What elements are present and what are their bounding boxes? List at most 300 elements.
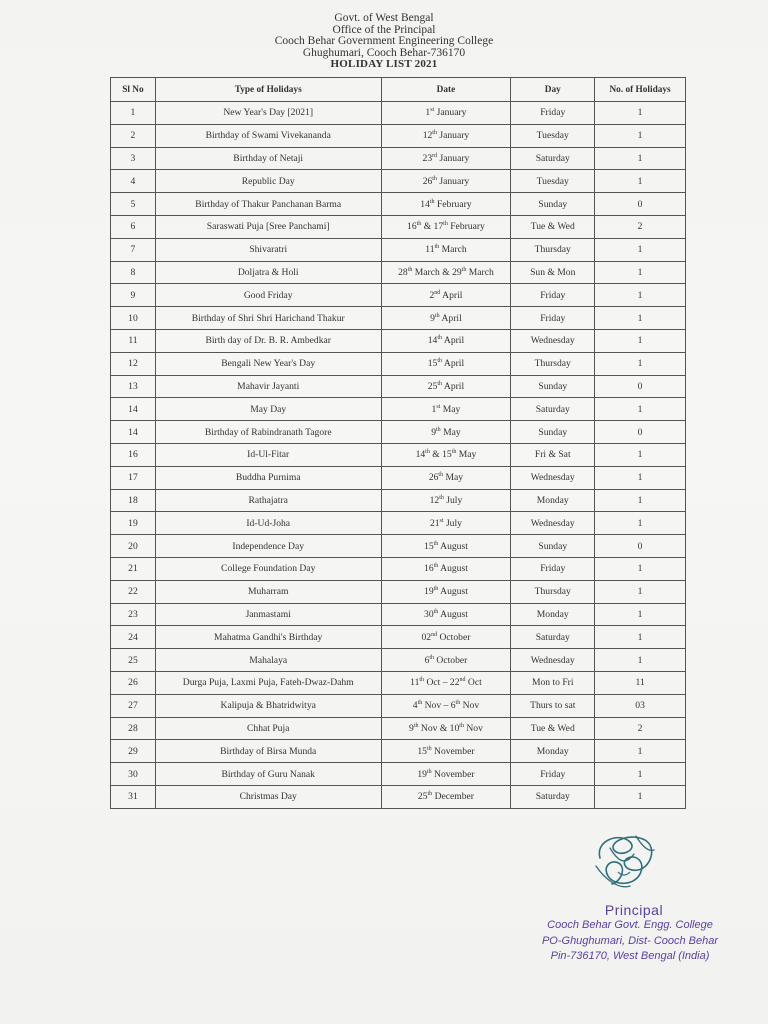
date-part: Nov & 10	[418, 722, 460, 734]
date-part: July	[443, 517, 462, 529]
date-part: December	[432, 791, 474, 803]
cell-holiday-type: Id-Ud-Joha	[155, 512, 381, 535]
table-row	[111, 170, 686, 193]
cell-sl-no: 14	[111, 421, 156, 444]
cell-holiday-count: 1	[595, 557, 686, 580]
cell-sl-no: 5	[111, 193, 156, 216]
cell-holiday-type: Shivaratri	[155, 238, 381, 261]
cell-date	[381, 170, 511, 193]
date-part: August	[438, 586, 468, 598]
date-part: & 17	[421, 221, 444, 233]
date-part: 11	[410, 677, 420, 689]
cell-date	[381, 580, 511, 603]
cell-holiday-type: Rathajatra	[155, 489, 381, 512]
table-row	[111, 785, 686, 808]
date-part: January	[434, 107, 467, 119]
cell-sl-no: 6	[111, 215, 156, 238]
cell-holiday-count: 1	[595, 580, 686, 603]
cell-holiday-type: Birthday of Swami Vivekananda	[155, 124, 381, 147]
cell-sl-no: 20	[111, 535, 156, 558]
date-part: 2	[429, 289, 435, 301]
cell-sl-no: 10	[111, 307, 156, 330]
cell-date	[381, 557, 511, 580]
date-part: August	[438, 608, 468, 620]
date-ordinal-suffix: th	[426, 745, 432, 752]
date-part: 4	[412, 700, 418, 712]
cell-day: Thursday	[511, 580, 595, 603]
table-row	[111, 489, 686, 512]
column-header-count: No. of Holidays	[595, 78, 686, 102]
cell-date	[381, 649, 511, 672]
date-part: 19	[417, 768, 427, 780]
cell-date	[381, 284, 511, 307]
cell-sl-no: 1	[111, 102, 156, 125]
holiday-table	[110, 77, 686, 809]
cell-day: Saturday	[511, 398, 595, 421]
cell-date	[381, 147, 511, 170]
date-part: April	[442, 358, 465, 370]
cell-date	[381, 124, 511, 147]
table-row	[111, 717, 686, 740]
date-part: 30	[424, 608, 434, 620]
cell-day: Friday	[511, 557, 595, 580]
cell-holiday-type: May Day	[155, 398, 381, 421]
date-part: 15	[424, 540, 434, 552]
date-part: Nov	[460, 700, 480, 712]
cell-sl-no: 21	[111, 557, 156, 580]
date-part: April	[442, 335, 465, 347]
cell-holiday-type: Chhat Puja	[155, 717, 381, 740]
cell-holiday-count: 0	[595, 421, 686, 444]
cell-day: Wednesday	[511, 466, 595, 489]
date-part: February	[447, 221, 485, 233]
cell-holiday-count: 1	[595, 102, 686, 125]
date-part: October	[437, 631, 471, 643]
date-part: 15	[417, 745, 427, 757]
date-part: 9	[431, 426, 437, 438]
cell-date	[381, 785, 511, 808]
date-ordinal-suffix: th	[433, 563, 439, 570]
cell-day: Sunday	[511, 421, 595, 444]
date-part: 14	[415, 449, 426, 461]
cell-holiday-type: College Foundation Day	[155, 557, 381, 580]
cell-holiday-count: 03	[595, 694, 686, 717]
cell-holiday-type: Buddha Purnima	[155, 466, 381, 489]
cell-holiday-count: 1	[595, 329, 686, 352]
date-ordinal-suffix: th	[432, 130, 437, 136]
cell-holiday-type: Mahatma Gandhi's Birthday	[155, 626, 381, 649]
cell-date	[381, 375, 511, 398]
cell-day: Monday	[511, 489, 595, 512]
cell-holiday-type: Christmas Day	[155, 785, 381, 808]
table-row	[111, 512, 686, 535]
date-ordinal-suffix: th	[419, 677, 425, 684]
cell-sl-no: 22	[111, 580, 156, 603]
date-ordinal-suffix: th	[434, 312, 440, 319]
cell-holiday-type: Doljatra & Holi	[155, 261, 381, 284]
date-ordinal-suffix: th	[461, 266, 467, 273]
cell-date	[381, 535, 511, 558]
cell-holiday-type: New Year's Day [2021]	[155, 102, 381, 125]
cell-day: Monday	[511, 740, 595, 763]
date-part: May	[456, 449, 477, 461]
cell-date	[381, 329, 511, 352]
date-ordinal-suffix: th	[455, 699, 461, 706]
date-part: April	[442, 380, 465, 392]
date-part: Oct – 22	[424, 677, 460, 689]
cell-sl-no: 7	[111, 238, 156, 261]
cell-holiday-type: Good Friday	[155, 284, 381, 307]
table-row	[111, 193, 686, 216]
cell-holiday-count: 1	[595, 603, 686, 626]
table-row	[111, 626, 686, 649]
table-row	[111, 763, 686, 786]
date-ordinal-suffix: st	[439, 517, 444, 524]
date-ordinal-suffix: th	[417, 699, 423, 706]
date-ordinal-suffix: st	[436, 403, 441, 410]
date-ordinal-suffix: th	[432, 175, 437, 182]
cell-date	[381, 717, 511, 740]
table-row	[111, 375, 686, 398]
cell-holiday-count: 1	[595, 398, 686, 421]
cell-holiday-count: 1	[595, 740, 686, 763]
table-row	[111, 694, 686, 717]
office-line: Office of the Principal	[332, 23, 436, 36]
cell-sl-no: 2	[111, 124, 156, 147]
cell-day: Saturday	[511, 785, 595, 808]
table-row	[111, 649, 686, 672]
cell-holiday-type: Birthday of Shri Shri Harichand Thakur	[155, 307, 381, 330]
stamp-pin: Pin-736170, West Bengal (India)	[550, 950, 710, 962]
date-ordinal-suffix: th	[443, 221, 448, 228]
cell-holiday-type: Birthday of Guru Nanak	[155, 763, 381, 786]
cell-holiday-count: 1	[595, 307, 686, 330]
date-part: August	[438, 563, 468, 575]
cell-day: Tuesday	[511, 170, 595, 193]
date-part: 15	[427, 358, 438, 370]
cell-date	[381, 603, 511, 626]
date-part: 25	[427, 380, 438, 392]
date-part: May	[440, 403, 461, 415]
cell-sl-no: 30	[111, 763, 156, 786]
date-part: November	[431, 745, 475, 757]
cell-day: Thursday	[511, 238, 595, 261]
cell-sl-no: 17	[111, 466, 156, 489]
cell-day: Tue & Wed	[511, 717, 595, 740]
date-part: August	[438, 540, 468, 552]
table-row	[111, 284, 686, 307]
table-row	[111, 740, 686, 763]
college-name: Cooch Behar Government Engineering College	[274, 35, 494, 48]
date-ordinal-suffix: th	[437, 380, 443, 387]
cell-holiday-count: 11	[595, 671, 686, 694]
table-row	[111, 215, 686, 238]
cell-day: Thurs to sat	[511, 694, 595, 717]
date-part: 9	[430, 312, 435, 324]
date-part: 28	[398, 266, 408, 278]
cell-sl-no: 16	[111, 443, 156, 466]
table-row	[111, 147, 686, 170]
table-row	[111, 238, 686, 261]
cell-sl-no: 29	[111, 740, 156, 763]
date-part: January	[436, 130, 470, 142]
cell-date	[381, 466, 511, 489]
cell-holiday-type: Id-Ul-Fitar	[155, 443, 381, 466]
cell-sl-no: 18	[111, 489, 156, 512]
cell-date	[381, 694, 511, 717]
date-part: Nov – 6	[422, 700, 456, 712]
date-part: 6	[424, 654, 430, 666]
cell-holiday-count: 1	[595, 352, 686, 375]
date-ordinal-suffix: th	[433, 585, 439, 592]
date-part: 14	[420, 198, 430, 210]
date-ordinal-suffix: th	[413, 722, 419, 729]
cell-day: Wednesday	[511, 512, 595, 535]
date-ordinal-suffix: nd	[459, 677, 466, 684]
cell-holiday-type: Birthday of Birsa Munda	[155, 740, 381, 763]
cell-holiday-type: Birth day of Dr. B. R. Ambedkar	[155, 329, 381, 352]
cell-day: Sun & Mon	[511, 261, 595, 284]
cell-sl-no: 31	[111, 785, 156, 808]
date-part: January	[436, 175, 470, 187]
cell-holiday-type: Mahavir Jayanti	[155, 375, 381, 398]
cell-holiday-type: Kalipuja & Bhatridwitya	[155, 694, 381, 717]
cell-holiday-type: Muharram	[155, 580, 381, 603]
cell-day: Friday	[511, 102, 595, 125]
cell-date	[381, 512, 511, 535]
date-ordinal-suffix: th	[438, 471, 444, 478]
date-part: 25	[417, 791, 428, 803]
date-ordinal-suffix: th	[437, 357, 443, 364]
cell-day: Wednesday	[511, 649, 595, 672]
date-part: March	[439, 244, 467, 256]
date-ordinal-suffix: th	[433, 540, 439, 547]
date-part: 26	[422, 175, 433, 187]
cell-holiday-count: 0	[595, 375, 686, 398]
table-row	[111, 443, 686, 466]
date-ordinal-suffix: st	[430, 107, 435, 114]
cell-holiday-count: 1	[595, 124, 686, 147]
cell-sl-no: 19	[111, 512, 156, 535]
date-part: May	[443, 472, 464, 484]
cell-holiday-type: Mahalaya	[155, 649, 381, 672]
table-row	[111, 466, 686, 489]
date-part: 1	[431, 403, 437, 415]
cell-holiday-count: 1	[595, 489, 686, 512]
cell-holiday-type: Durga Puja, Laxmi Puja, Fateh-Dwaz-Dahm	[155, 671, 381, 694]
date-part: 9	[409, 722, 414, 734]
cell-holiday-count: 1	[595, 649, 686, 672]
date-part: Nov	[463, 722, 483, 734]
cell-date	[381, 421, 511, 444]
date-ordinal-suffix: th	[439, 494, 444, 501]
stamp-designation: Principal	[604, 902, 664, 918]
date-part: Oct	[465, 677, 482, 689]
table-row	[111, 102, 686, 125]
cell-day: Sunday	[511, 535, 595, 558]
column-header-day: Day	[511, 78, 595, 102]
date-part: 26	[428, 472, 439, 484]
cell-sl-no: 12	[111, 352, 156, 375]
date-ordinal-suffix: th	[407, 266, 413, 273]
cell-date	[381, 740, 511, 763]
date-part: 11	[425, 244, 435, 256]
cell-date	[381, 671, 511, 694]
cell-day: Wednesday	[511, 329, 595, 352]
cell-holiday-count: 0	[595, 193, 686, 216]
cell-sl-no: 3	[111, 147, 156, 170]
stamp-college: Cooch Behar Govt. Engg. College	[547, 919, 713, 931]
signature-icon	[590, 828, 660, 896]
table-row	[111, 557, 686, 580]
cell-date	[381, 398, 511, 421]
date-ordinal-suffix: th	[451, 449, 457, 456]
cell-holiday-type: Saraswati Puja [Sree Panchami]	[155, 215, 381, 238]
table-row	[111, 535, 686, 558]
column-header-sl-no: Sl No	[111, 78, 156, 102]
cell-holiday-type: Independence Day	[155, 535, 381, 558]
date-part: 16	[407, 221, 417, 233]
date-ordinal-suffix: th	[425, 449, 430, 456]
column-header-type: Type of Holidays	[155, 78, 381, 102]
cell-holiday-count: 2	[595, 215, 686, 238]
date-part: February	[434, 198, 472, 210]
cell-date	[381, 193, 511, 216]
date-ordinal-suffix: th	[434, 243, 440, 250]
govt-line: Govt. of West Bengal	[334, 12, 434, 24]
cell-day: Saturday	[511, 147, 595, 170]
cell-holiday-type: Birthday of Thakur Panchanan Barma	[155, 193, 381, 216]
date-part: 23	[422, 152, 433, 164]
date-part: May	[440, 426, 461, 438]
cell-day: Tuesday	[511, 124, 595, 147]
cell-holiday-count: 1	[595, 170, 686, 193]
table-header-row	[111, 78, 686, 102]
table-row	[111, 352, 686, 375]
date-ordinal-suffix: th	[437, 335, 443, 342]
cell-date	[381, 489, 511, 512]
cell-holiday-count: 2	[595, 717, 686, 740]
cell-day: Monday	[511, 603, 595, 626]
cell-date	[381, 215, 511, 238]
date-part: March	[466, 266, 494, 278]
column-header-date: Date	[381, 78, 511, 102]
cell-day: Tue & Wed	[511, 215, 595, 238]
date-part: 21	[429, 517, 440, 529]
cell-sl-no: 14	[111, 398, 156, 421]
date-ordinal-suffix: th	[436, 426, 441, 433]
cell-date	[381, 307, 511, 330]
date-part: 02	[421, 631, 432, 643]
date-part: November	[431, 768, 475, 780]
cell-day: Sunday	[511, 375, 595, 398]
cell-sl-no: 26	[111, 671, 156, 694]
table-row	[111, 398, 686, 421]
cell-day: Mon to Fri	[511, 671, 595, 694]
date-part: April	[440, 289, 463, 301]
table-row	[111, 603, 686, 626]
cell-date	[381, 763, 511, 786]
cell-holiday-count: 1	[595, 626, 686, 649]
cell-sl-no: 8	[111, 261, 156, 284]
cell-day: Sunday	[511, 193, 595, 216]
cell-day: Thursday	[511, 352, 595, 375]
cell-holiday-count: 1	[595, 147, 686, 170]
cell-holiday-count: 1	[595, 512, 686, 535]
date-part: 19	[424, 586, 434, 598]
cell-day: Friday	[511, 284, 595, 307]
cell-date	[381, 102, 511, 125]
table-row	[111, 580, 686, 603]
cell-date	[381, 261, 511, 284]
date-ordinal-suffix: nd	[434, 289, 441, 296]
cell-holiday-count: 1	[595, 261, 686, 284]
cell-sl-no: 27	[111, 694, 156, 717]
date-part: 12	[422, 130, 433, 142]
cell-sl-no: 13	[111, 375, 156, 398]
date-part: 1	[425, 107, 431, 119]
date-part: July	[443, 494, 463, 506]
cell-day: Friday	[511, 307, 595, 330]
cell-sl-no: 25	[111, 649, 156, 672]
cell-holiday-count: 1	[595, 466, 686, 489]
cell-sl-no: 28	[111, 717, 156, 740]
table-row	[111, 124, 686, 147]
cell-sl-no: 11	[111, 329, 156, 352]
date-ordinal-suffix: nd	[431, 631, 438, 638]
cell-date	[381, 238, 511, 261]
principal-stamp	[530, 902, 730, 965]
table-row	[111, 307, 686, 330]
stamp-post-office: PO-Ghughumari, Dist- Cooch Behar	[541, 934, 719, 947]
cell-holiday-type: Janmastami	[155, 603, 381, 626]
document-title: HOLIDAY LIST 2021	[330, 58, 438, 71]
date-ordinal-suffix: rd	[432, 152, 438, 159]
cell-date	[381, 626, 511, 649]
cell-day: Saturday	[511, 626, 595, 649]
table-row	[111, 671, 686, 694]
cell-sl-no: 24	[111, 626, 156, 649]
cell-date	[381, 443, 511, 466]
date-part: April	[439, 312, 462, 324]
date-ordinal-suffix: th	[433, 608, 439, 615]
date-ordinal-suffix: th	[459, 722, 464, 729]
date-part: March & 29	[412, 266, 462, 278]
date-ordinal-suffix: th	[426, 768, 432, 775]
college-address: Ghughumari, Cooch Behar-736170	[302, 46, 466, 59]
cell-holiday-type: Republic Day	[155, 170, 381, 193]
letterhead	[0, 13, 768, 71]
table-body	[111, 102, 686, 809]
cell-sl-no: 4	[111, 170, 156, 193]
cell-holiday-type: Birthday of Netaji	[155, 147, 381, 170]
cell-holiday-count: 1	[595, 238, 686, 261]
table-row	[111, 421, 686, 444]
date-part: 16	[424, 563, 434, 575]
cell-sl-no: 9	[111, 284, 156, 307]
cell-day: Friday	[511, 763, 595, 786]
cell-holiday-count: 1	[595, 785, 686, 808]
date-part: 14	[427, 335, 438, 347]
cell-date	[381, 352, 511, 375]
date-ordinal-suffix: th	[429, 198, 435, 205]
date-part: 12	[429, 494, 440, 506]
date-part: January	[437, 152, 470, 164]
table-row	[111, 261, 686, 284]
cell-holiday-count: 1	[595, 284, 686, 307]
cell-sl-no: 23	[111, 603, 156, 626]
date-ordinal-suffix: th	[416, 221, 422, 228]
